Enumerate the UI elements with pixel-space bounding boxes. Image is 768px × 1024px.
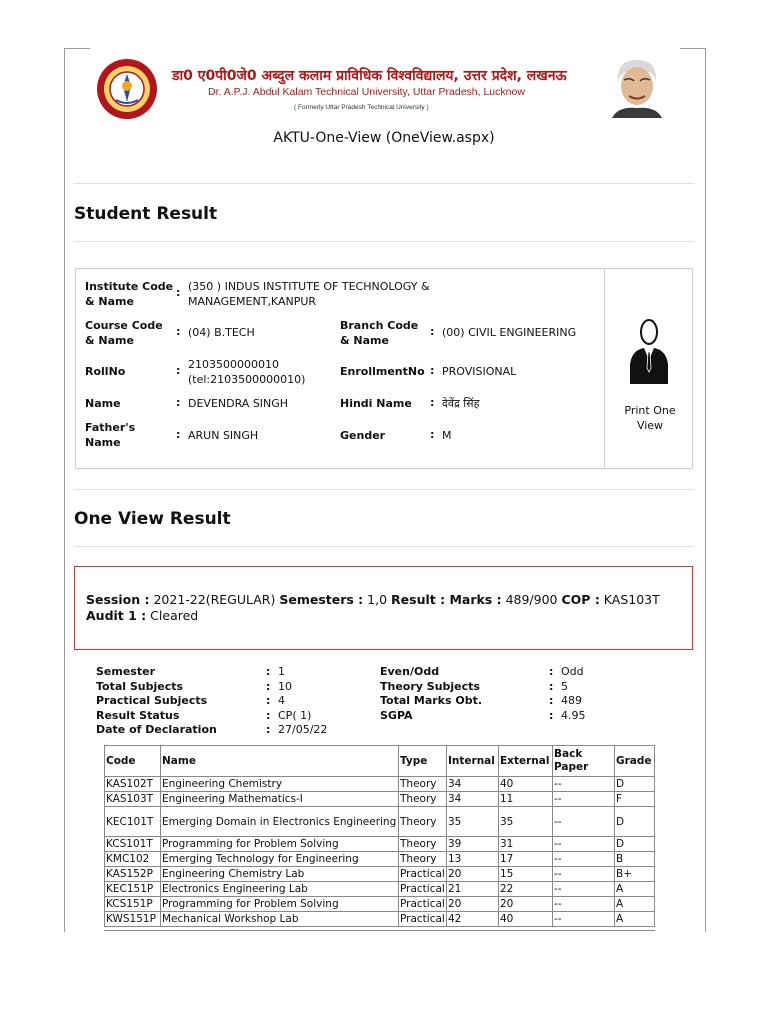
frame-corner-top-left xyxy=(64,48,90,49)
colon: : xyxy=(549,665,554,678)
table-cutoff-row xyxy=(104,930,655,931)
back-paper-cell: -- xyxy=(553,807,615,837)
university-seal-logo xyxy=(96,58,158,120)
type-cell: Theory xyxy=(399,807,447,837)
name-cell: Electronics Engineering Lab xyxy=(161,882,399,897)
table-row xyxy=(105,897,655,912)
back-paper-cell: -- xyxy=(553,897,615,912)
external-cell: 40 xyxy=(499,912,553,927)
external-cell: 22 xyxy=(499,882,553,897)
code-cell: KCS101T xyxy=(105,837,161,852)
name-label: Name xyxy=(85,397,121,410)
enrollment-label: EnrollmentNo xyxy=(340,365,425,378)
name-cell: Emerging Domain in Electronics Engineering xyxy=(161,807,399,837)
column-header: Back Paper xyxy=(553,746,615,777)
grade-cell: A xyxy=(615,897,655,912)
panel-divider xyxy=(604,268,605,469)
column-header: Internal xyxy=(447,746,499,777)
colon: : xyxy=(430,428,435,441)
name-cell: Mechanical Workshop Lab xyxy=(161,912,399,927)
result-marks-label: Result : Marks : xyxy=(391,592,502,607)
colon: : xyxy=(430,396,435,409)
cop-label: COP : xyxy=(561,592,600,607)
father-name-label: Father's Name xyxy=(85,421,136,449)
session-value: 2021-22(REGULAR) xyxy=(153,592,276,607)
grade-cell: D xyxy=(615,807,655,837)
name-cell: Engineering Chemistry xyxy=(161,777,399,792)
frame-corner-top-right xyxy=(680,48,706,49)
external-cell: 15 xyxy=(499,867,553,882)
practical-subjects-label: Practical Subjects xyxy=(96,694,208,707)
table-row xyxy=(105,807,655,837)
even-odd-label: Even/Odd xyxy=(380,665,440,678)
divider xyxy=(74,241,694,242)
colon: : xyxy=(176,428,181,441)
type-cell: Theory xyxy=(399,792,447,807)
total-marks-value: 489 xyxy=(561,694,582,707)
rollno-value: 2103500000010 (tel:2103500000010) xyxy=(188,358,306,386)
theory-subjects-label: Theory Subjects xyxy=(380,680,480,693)
internal-cell: 34 xyxy=(447,792,499,807)
colon: : xyxy=(430,325,435,338)
even-odd-value: Odd xyxy=(561,665,584,678)
colon: : xyxy=(549,694,554,707)
colon: : xyxy=(176,364,181,377)
external-cell: 40 xyxy=(499,777,553,792)
column-header: Name xyxy=(161,746,399,777)
university-hindi-name: डा0 ए0पी0जे0 अब्दुल कलाम प्राविधिक विश्वविद्यालय, उत्तर प्रदेश, लखनऊ xyxy=(172,68,567,84)
theory-subjects-value: 5 xyxy=(561,680,568,693)
internal-cell: 42 xyxy=(447,912,499,927)
type-cell: Theory xyxy=(399,837,447,852)
result-status-label: Result Status xyxy=(96,709,180,722)
grade-cell: A xyxy=(615,882,655,897)
colon: : xyxy=(266,665,271,678)
grade-cell: D xyxy=(615,777,655,792)
audit-label: Audit 1 : xyxy=(86,608,147,623)
grade-cell: B xyxy=(615,852,655,867)
type-cell: Theory xyxy=(399,852,447,867)
practical-subjects-value: 4 xyxy=(278,694,285,707)
table-row xyxy=(105,837,655,852)
semesters-label: Semesters : xyxy=(279,592,364,607)
external-cell: 31 xyxy=(499,837,553,852)
external-cell: 17 xyxy=(499,852,553,867)
institute-code-value: (350 ) INDUS INSTITUTE OF TECHNOLOGY & MANAGEMENT,KANPUR xyxy=(188,280,430,308)
colon: : xyxy=(430,364,435,377)
column-header: Grade xyxy=(615,746,655,777)
column-header: External xyxy=(499,746,553,777)
total-subjects-value: 10 xyxy=(278,680,292,693)
subject-marks-table xyxy=(104,745,655,927)
student-result-heading: Student Result xyxy=(74,204,218,224)
name-cell: Emerging Technology for Engineering xyxy=(161,852,399,867)
internal-cell: 20 xyxy=(447,867,499,882)
colon: : xyxy=(266,694,271,707)
sgpa-value: 4.95 xyxy=(561,709,586,722)
institute-code-label: Institute Code & Name xyxy=(85,280,174,308)
name-cell: Programming for Problem Solving xyxy=(161,897,399,912)
type-cell: Practical xyxy=(400,913,445,925)
course-code-value: (04) B.TECH xyxy=(188,326,255,339)
table-row xyxy=(105,882,655,897)
name-cell: Programming for Problem Solving xyxy=(161,837,399,852)
internal-cell: 34 xyxy=(447,777,499,792)
hindi-name-label: Hindi Name xyxy=(340,397,412,410)
back-paper-cell: -- xyxy=(553,852,615,867)
divider xyxy=(74,489,694,490)
code-cell: KAS152P xyxy=(105,867,161,882)
course-code-label: Course Code & Name xyxy=(85,319,163,347)
code-cell: KAS102T xyxy=(105,777,161,792)
enrollment-value: PROVISIONAL xyxy=(442,365,517,378)
result-marks-value: 489/900 xyxy=(505,592,558,607)
rollno-label: RollNo xyxy=(85,365,126,378)
code-cell: KCS151P xyxy=(105,897,161,912)
grade-cell: D xyxy=(615,837,655,852)
semester-value: 1 xyxy=(278,665,285,678)
gender-label: Gender xyxy=(340,429,386,442)
type-cell: Theory xyxy=(399,777,447,792)
total-subjects-label: Total Subjects xyxy=(96,680,184,693)
type-cell: Practical xyxy=(400,883,445,895)
session-label: Session : xyxy=(86,592,150,607)
back-paper-cell: -- xyxy=(553,792,615,807)
table-row xyxy=(105,912,655,927)
external-cell: 20 xyxy=(499,897,553,912)
sgpa-label: SGPA xyxy=(380,709,413,722)
back-paper-cell: -- xyxy=(553,777,615,792)
grade-cell: A xyxy=(615,912,655,927)
grade-cell: F xyxy=(615,792,655,807)
column-header: Type xyxy=(399,746,447,777)
column-header: Code xyxy=(105,746,161,777)
code-cell: KWS151P xyxy=(105,912,161,927)
back-paper-cell: -- xyxy=(553,882,615,897)
external-cell: 11 xyxy=(499,792,553,807)
colon: : xyxy=(266,723,271,736)
colon: : xyxy=(176,325,181,338)
branch-code-label: Branch Code & Name xyxy=(340,319,419,347)
name-cell: Engineering Chemistry Lab xyxy=(161,867,399,882)
frame-left-border xyxy=(64,48,65,932)
code-cell: KEC101T xyxy=(105,807,161,837)
semesters-value: 1,0 xyxy=(367,592,388,607)
internal-cell: 39 xyxy=(447,837,499,852)
frame-right-border xyxy=(705,48,706,932)
table-row xyxy=(105,792,655,807)
declaration-date-label: Date of Declaration xyxy=(96,723,217,736)
branch-code-value: (00) CIVIL ENGINEERING xyxy=(442,326,577,339)
code-cell: KMC102 xyxy=(105,852,161,867)
external-cell: 35 xyxy=(499,807,553,837)
divider xyxy=(74,183,694,184)
founder-portrait-image xyxy=(604,52,670,118)
hindi-name-value: देवेंद्र सिंह xyxy=(442,397,480,410)
table-row xyxy=(105,867,655,882)
person-silhouette-icon[interactable] xyxy=(628,318,670,386)
code-cell: KAS103T xyxy=(105,792,161,807)
father-name-value: ARUN SINGH xyxy=(188,429,259,442)
internal-cell: 35 xyxy=(447,807,499,837)
back-paper-cell: -- xyxy=(553,837,615,852)
result-status-value: CP( 1) xyxy=(278,709,312,722)
table-row xyxy=(105,852,655,867)
grade-cell: B+ xyxy=(615,867,655,882)
divider xyxy=(74,546,694,547)
colon: : xyxy=(176,396,181,409)
audit-value: Cleared xyxy=(150,608,199,623)
audit-line xyxy=(86,608,198,623)
colon: : xyxy=(266,709,271,722)
internal-cell: 20 xyxy=(447,897,499,912)
formerly-name-note: ( Formerly Uttar Pradesh Technical University ) xyxy=(294,104,429,111)
internal-cell: 13 xyxy=(447,852,499,867)
print-one-view-link[interactable]: Print One View xyxy=(624,404,676,432)
code-cell: KEC151P xyxy=(105,882,161,897)
semester-label: Semester xyxy=(96,665,155,678)
gender-value: M xyxy=(442,429,452,442)
name-cell: Engineering Mathematics-I xyxy=(161,792,399,807)
university-english-name: Dr. A.P.J. Abdul Kalam Technical University, Uttar Pradesh, Lucknow xyxy=(208,86,525,98)
total-marks-label: Total Marks Obt. xyxy=(380,694,483,707)
session-summary-line xyxy=(86,592,660,607)
table-row xyxy=(105,777,655,792)
one-view-result-heading: One View Result xyxy=(74,509,231,529)
type-cell: Practical xyxy=(400,898,445,910)
back-paper-cell: -- xyxy=(553,912,615,927)
page-title: AKTU-One-View (OneView.aspx) xyxy=(273,130,495,146)
table-header-row xyxy=(105,746,655,777)
type-cell: Practical xyxy=(400,868,445,880)
cop-value: KAS103T xyxy=(603,592,660,607)
internal-cell: 21 xyxy=(447,882,499,897)
back-paper-cell: -- xyxy=(553,867,615,882)
declaration-date-value: 27/05/22 xyxy=(278,723,328,736)
colon: : xyxy=(549,709,554,722)
colon: : xyxy=(549,680,554,693)
colon: : xyxy=(176,286,181,299)
name-value: DEVENDRA SINGH xyxy=(188,397,289,410)
colon: : xyxy=(266,680,271,693)
